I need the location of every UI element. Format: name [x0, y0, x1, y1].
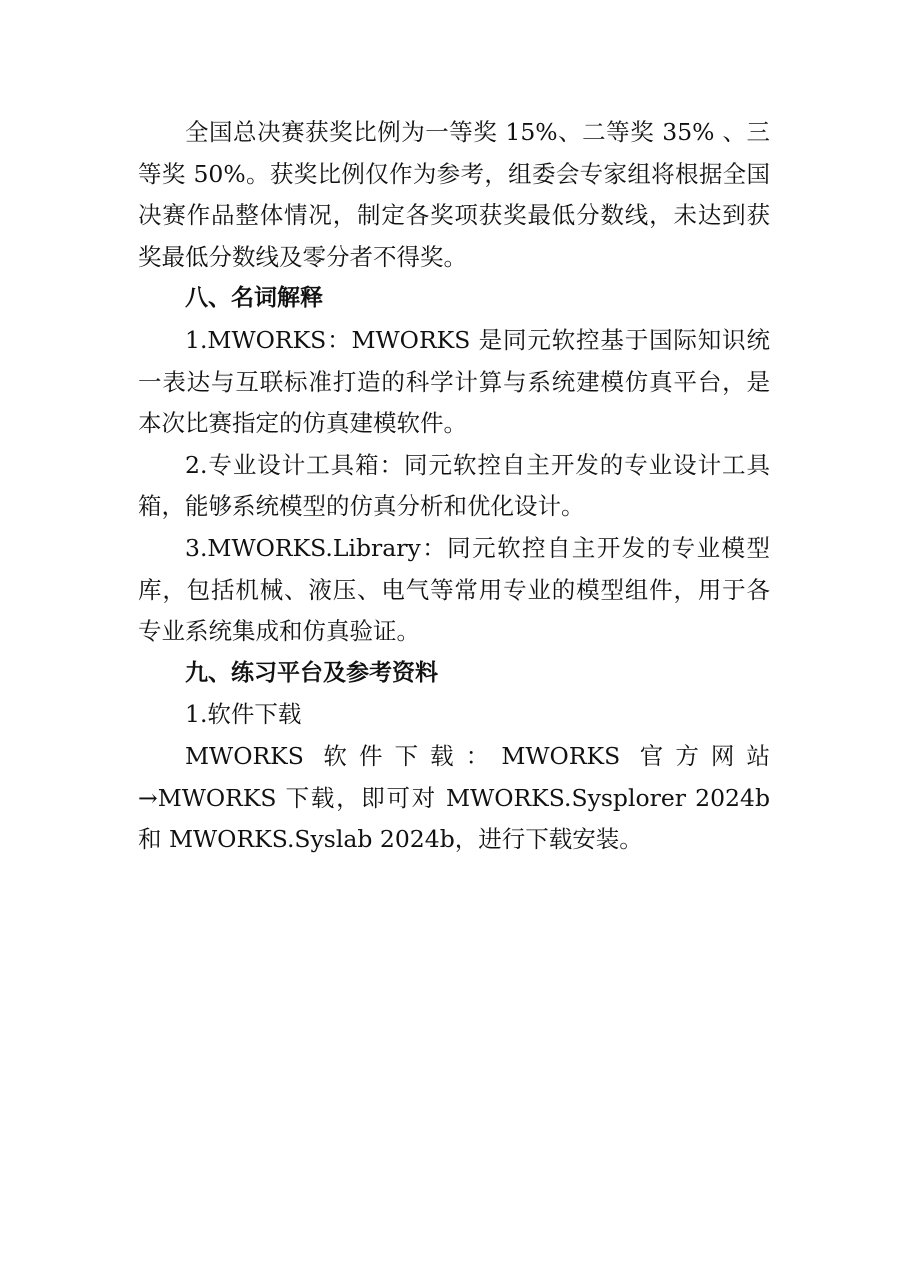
section-8-heading: 八、名词解释: [185, 285, 323, 312]
term-toolbox-paragraph: 2.专业设计工具箱：同元软控自主开发的专业设计工具箱，能够系统模型的仿真分析和优化设计。: [138, 450, 770, 521]
term-library-paragraph: 3.MWORKS.Library：同元软控自主开发的专业模型库，包括机械、液压、电气等常用专业的模型组件，用于各专业系统集成和仿真验证。: [138, 533, 770, 646]
download-instructions-paragraph: MWORKS 软件下载：MWORKS 官方网站→MWORKS 下载，即可对 MWORKS.Sysplorer 2024b 和 MWORKS.Syslab 2024b，进行下载安装。: [138, 741, 770, 854]
software-download-subheading: 1.软件下载: [185, 700, 302, 729]
term-mworks-paragraph: 1.MWORKS：MWORKS 是同元软控基于国际知识统一表达与互联标准打造的科学计算与系统建模仿真平台，是本次比赛指定的仿真建模软件。: [138, 325, 770, 438]
document-body: [138, 112, 770, 861]
section-9-heading: 九、练习平台及参考资料: [185, 659, 438, 686]
award-ratio-paragraph: 全国总决赛获奖比例为一等奖 15%、二等奖 35% 、三等奖 50%。获奖比例仅作为参考，组委会专家组将根据全国决赛作品整体情况，制定各奖项获奖最低分数线，未达到获奖最低分数线及零分者不得奖。: [138, 118, 770, 271]
